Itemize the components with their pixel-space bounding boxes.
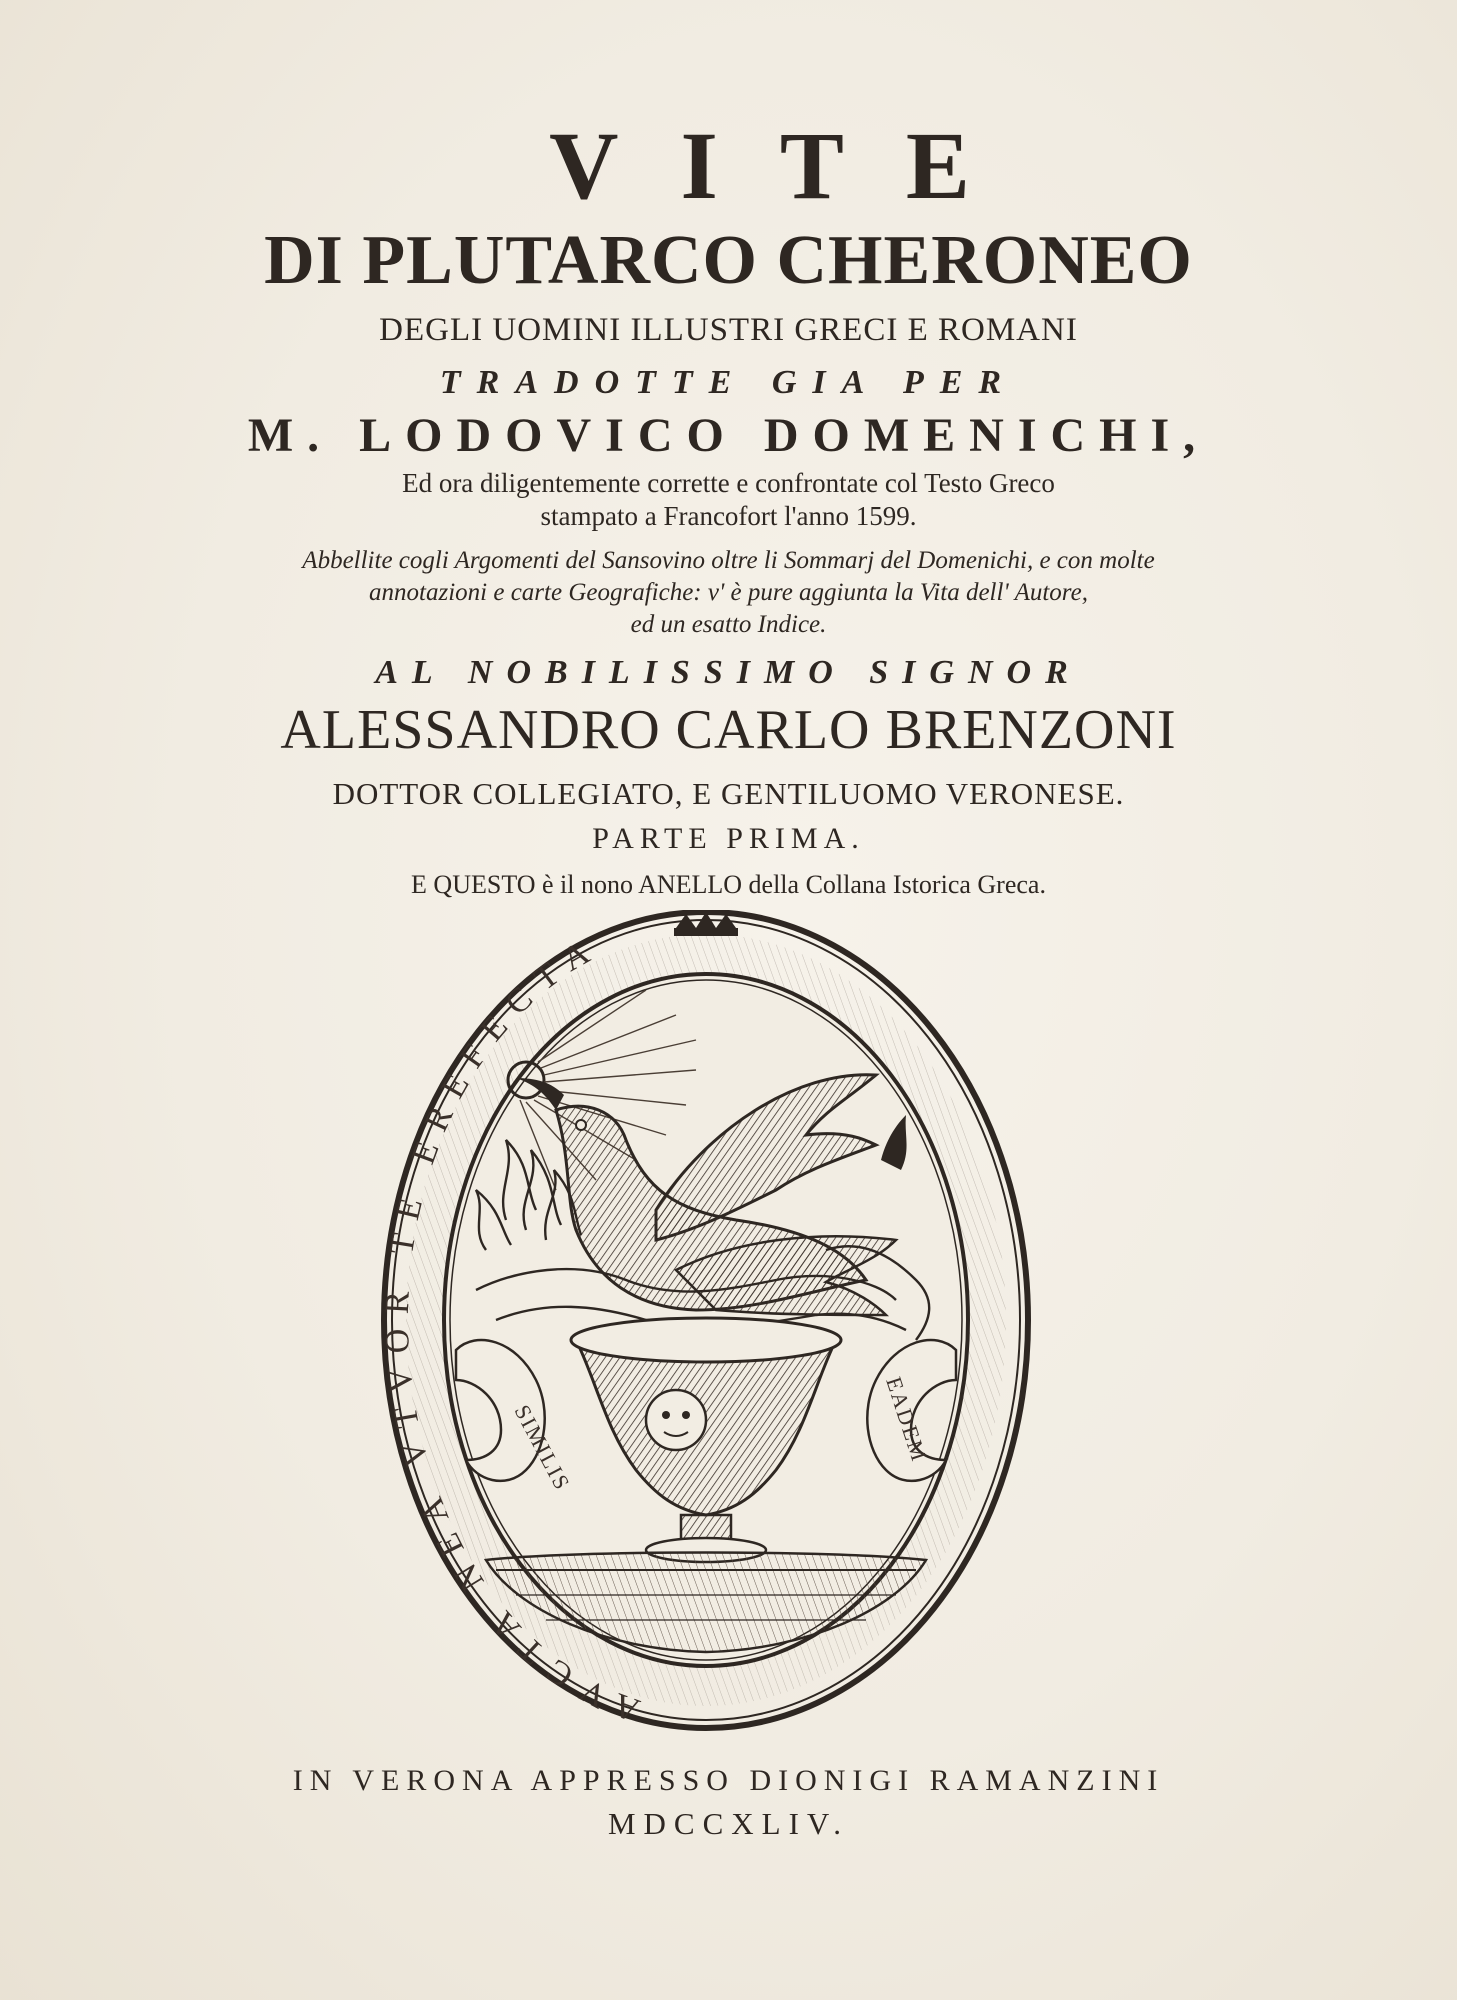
imprint-place: IN VERONA APPRESSO DIONIGI RAMANZINI [292, 1764, 1165, 1797]
translator-name: M. LODOVICO DOMENICHI, [247, 409, 1210, 462]
dedication-line: AL NOBILISSIMO SIGNOR [375, 654, 1082, 691]
italic-line-3: ed un esatto Indice. [630, 611, 827, 638]
banner-right-text: EADEM [881, 1373, 933, 1466]
title-vite: VITE [549, 112, 1032, 219]
phoenix-emblem [376, 910, 1036, 1750]
imprint-year: MDCCXLIV. [607, 1806, 850, 1841]
patron-name: ALESSANDRO CARLO BRENZONI [280, 699, 1177, 761]
subtitle: DEGLI UOMINI ILLUSTRI GRECI E ROMANI [379, 312, 1078, 348]
title-main: DI PLUTARCO CHERONEO [264, 222, 1193, 299]
italic-line-1: Abbellite cogli Argomenti del Sansovino oltre li Sommarj del Domenichi, e con molte [302, 547, 1155, 574]
description-line-2: stampato a Francofort l'anno 1599. [540, 501, 917, 531]
banner-left-text: SIMILIS [509, 1400, 576, 1495]
italic-line-2: annotazioni e carte Geografiche: v' è pure aggiunta la Vita dell' Autore, [369, 579, 1088, 606]
emblem-motto: AVCTA NEA VTVOR TE EREFECTA [378, 927, 645, 1729]
description-line-1: Ed ora diligentemente corrette e confrontate col Testo Greco [402, 468, 1055, 498]
series-note: E QUESTO è il nono ANELLO della Collana Istorica Greca. [411, 870, 1046, 899]
volume-part: PARTE PRIMA. [592, 822, 865, 855]
translated-by: TRADOTTE GIA PER [439, 364, 1018, 401]
patron-title: DOTTOR COLLEGIATO, E GENTILUOMO VERONESE. [332, 776, 1125, 811]
